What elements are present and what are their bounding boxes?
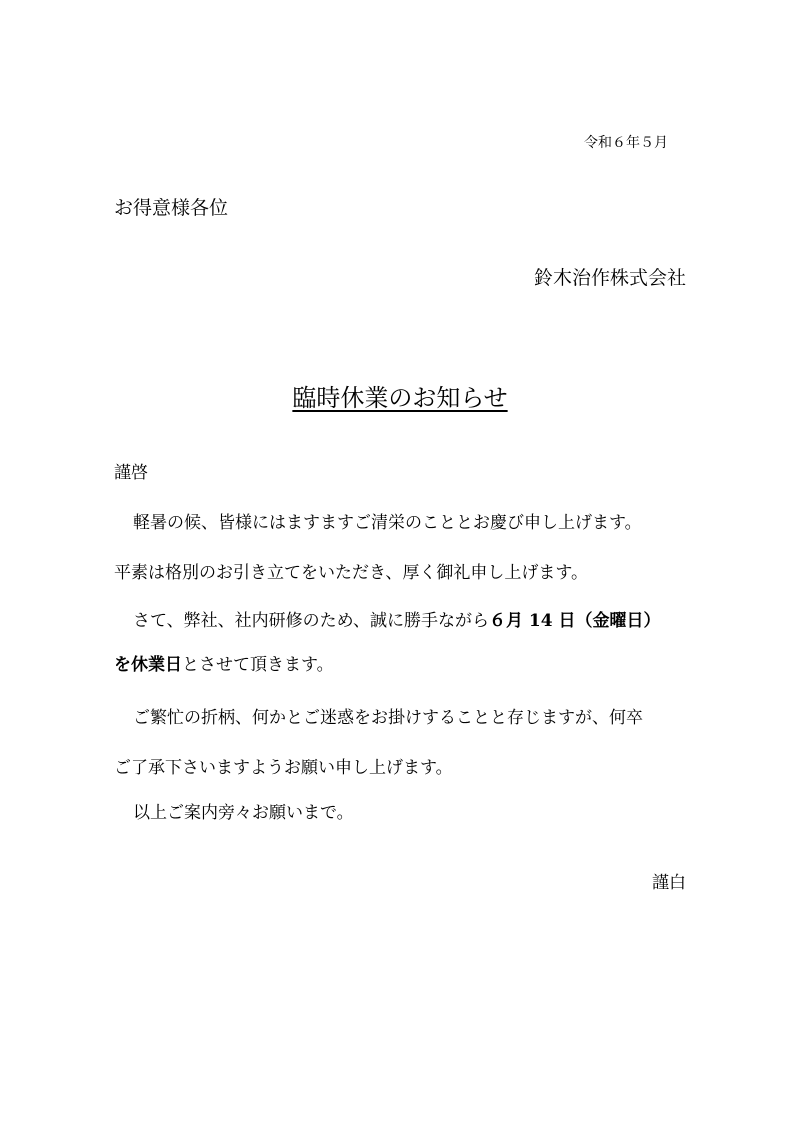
opening-salutation: 謹啓 <box>114 463 148 483</box>
paragraph-3-line-1: ご繁忙の折柄、何かとご迷惑をお掛けすることと存じますが、何卒 <box>133 708 643 728</box>
recipient-line: お得意様各位 <box>114 197 229 219</box>
closure-label: を休業日 <box>114 655 182 675</box>
paragraph-1-line-2: 平素は格別のお引き立てをいただき、厚く御礼申し上げます。 <box>114 563 588 583</box>
closing-salutation: 謹白 <box>652 873 686 893</box>
sender-company: 鈴木治作株式会社 <box>533 267 686 289</box>
document-title-text: 臨時休業のお知らせ <box>292 384 508 412</box>
paragraph-2-line-1 <box>114 608 660 634</box>
document-date: 令和６年５月 <box>584 135 668 151</box>
paragraph-1-line-1: 軽暑の候、皆様にはますますご清栄のこととお慶び申し上げます。 <box>133 513 642 533</box>
paragraph-3-line-2: ご了承下さいますようお願い申し上げます。 <box>114 758 453 778</box>
closure-date: ６月 14 日（金曜日） <box>488 611 661 631</box>
paragraph-2-text: さて、弊社、社内研修のため、誠に勝手ながら <box>133 611 489 631</box>
paragraph-2-text-end: とさせて頂きます。 <box>182 655 334 675</box>
document-title <box>0 380 800 416</box>
paragraph-2-line-2 <box>114 652 334 678</box>
paragraph-4-line-1: 以上ご案内旁々お願いまで。 <box>133 803 354 823</box>
